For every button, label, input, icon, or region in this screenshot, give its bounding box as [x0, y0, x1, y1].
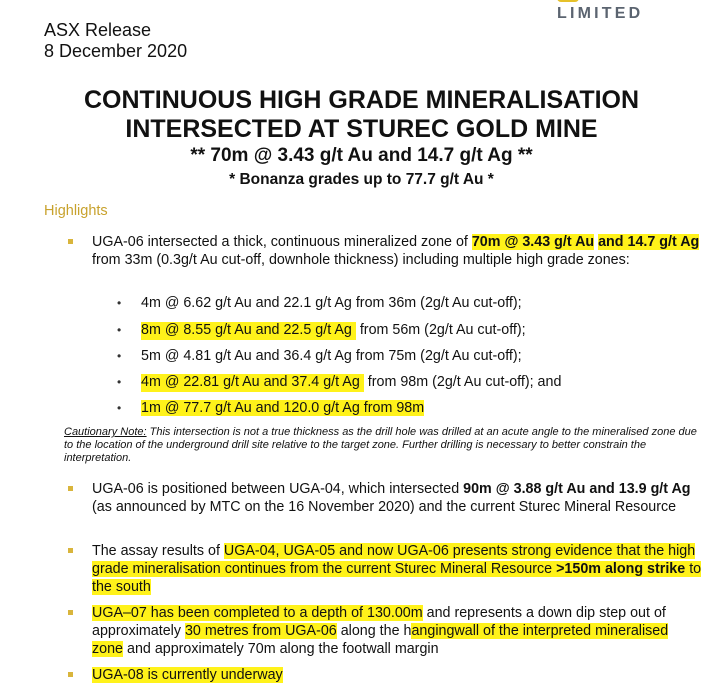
highlight-item-3: [92, 542, 702, 596]
text-span: and represents a down dip step out of approximately: [92, 605, 666, 639]
logo-mark-icon: [557, 0, 579, 2]
grade-text: 4m @ 6.62 g/t Au and 22.1 g/t Ag: [141, 295, 352, 311]
text-span: from 33m (0.3g/t Au cut-off, downhole thickness) including multiple high grade zones:: [92, 252, 630, 268]
title-line-1: CONTINUOUS HIGH GRADE MINERALISATION: [83, 86, 640, 114]
sub-bullet-icon: •: [117, 349, 122, 363]
highlights-heading: Highlights: [44, 203, 108, 219]
company-logo: [553, 0, 703, 28]
sub-item-4: [141, 373, 561, 391]
highlighted-bold-text: >150m along strike: [556, 561, 686, 577]
sub-bullet-icon: •: [117, 375, 122, 389]
caution-text: This intersection is not a true thickness as the drill hole was drilled at an acute angle to the mineralised zone due to the location of the underground drill site relative to the target zone. Further drilling is necessary to better constrain the interpretation.: [64, 426, 697, 464]
sub-bullet-icon: •: [117, 401, 122, 415]
text-span: from 56m (2g/t Au cut-off);: [355, 322, 526, 338]
title-line-2: INTERSECTED AT STUREC GOLD MINE: [125, 115, 598, 143]
bullet-square-icon: [68, 672, 73, 677]
subtitle-bonanza: * Bonanza grades up to 77.7 g/t Au *: [229, 171, 494, 188]
highlighted-text: 8m @ 8.55 g/t Au and 22.5 g/t Ag: [141, 322, 356, 340]
sub-bullet-icon: •: [117, 296, 122, 310]
text-span: The assay results of: [92, 543, 224, 559]
highlight-item-2: [92, 480, 702, 516]
highlighted-text: angingwall of the interpreted mineralised zone: [92, 623, 669, 657]
text-span: along the h: [336, 623, 412, 639]
highlighted-text: 70m @ 3.43 g/t Au: [471, 234, 595, 250]
highlighted-text: to the south: [92, 561, 702, 595]
release-label: ASX Release: [44, 20, 152, 40]
text-span: UGA-06 is positioned between UGA-04, which intersected: [92, 481, 464, 497]
text-span: (as announced by MTC on the 16 November 2020) and the current Sturec Mineral Resource: [92, 499, 677, 515]
cautionary-note: [64, 426, 704, 465]
text-span: UGA-06 intersected a thick, continuous mineralized zone of: [92, 234, 472, 250]
highlighted-text: 30 metres from UGA-06: [184, 623, 337, 639]
subtitle-main: ** 70m @ 3.43 g/t Au and 14.7 g/t Ag **: [190, 145, 533, 166]
bold-text: 90m @ 3.88 g/t Au: [463, 481, 586, 497]
bullet-square-icon: [68, 610, 73, 615]
highlighted-text-group: [141, 400, 424, 416]
logo-text: LIMITED: [557, 5, 644, 22]
highlight-item-5: [92, 666, 702, 684]
sub-item-1: [141, 294, 522, 312]
text-span: from 75m (2g/t Au cut-off);: [351, 348, 522, 364]
text-span: from 98m (2g/t Au cut-off); and: [363, 374, 562, 390]
sub-item-2: [141, 321, 526, 339]
bullet-square-icon: [68, 548, 73, 553]
highlighted-text: UGA–07 has been completed to a depth of 130.00m: [92, 605, 423, 621]
release-date: 8 December 2020: [44, 41, 188, 61]
bold-text: and 13.9 g/t Ag: [589, 481, 691, 497]
highlighted-text: UGA-08 is currently underway: [92, 667, 283, 683]
highlight-item-4: [92, 604, 702, 658]
text-span: from 98m: [359, 400, 425, 416]
release-header: [44, 20, 187, 62]
bullet-square-icon: [68, 486, 73, 491]
bullet-square-icon: [68, 239, 73, 244]
sub-item-5: [141, 399, 424, 417]
highlighted-text: and 14.7 g/t Ag: [598, 234, 700, 250]
page-title: [0, 86, 723, 144]
grade-text: 5m @ 4.81 g/t Au and 36.4 g/t Ag: [141, 348, 352, 364]
sub-bullet-icon: •: [117, 323, 122, 337]
text-span: and approximately 70m along the footwall margin: [123, 641, 439, 657]
highlight-item-1: [92, 233, 702, 269]
text-span: from 36m (2g/t Au cut-off);: [351, 295, 522, 311]
caution-label: Cautionary Note:: [64, 426, 147, 438]
sub-item-3: [141, 347, 522, 365]
highlighted-text: UGA-04, UGA-05 and now UGA-06 presents strong evidence that the high grade mineralisation continues from the current Sturec Mineral Resource: [92, 543, 696, 577]
highlighted-text: 4m @ 22.81 g/t Au and 37.4 g/t Ag: [141, 374, 364, 392]
grade-text: 1m @ 77.7 g/t Au and 120.0 g/t Ag: [141, 400, 360, 416]
